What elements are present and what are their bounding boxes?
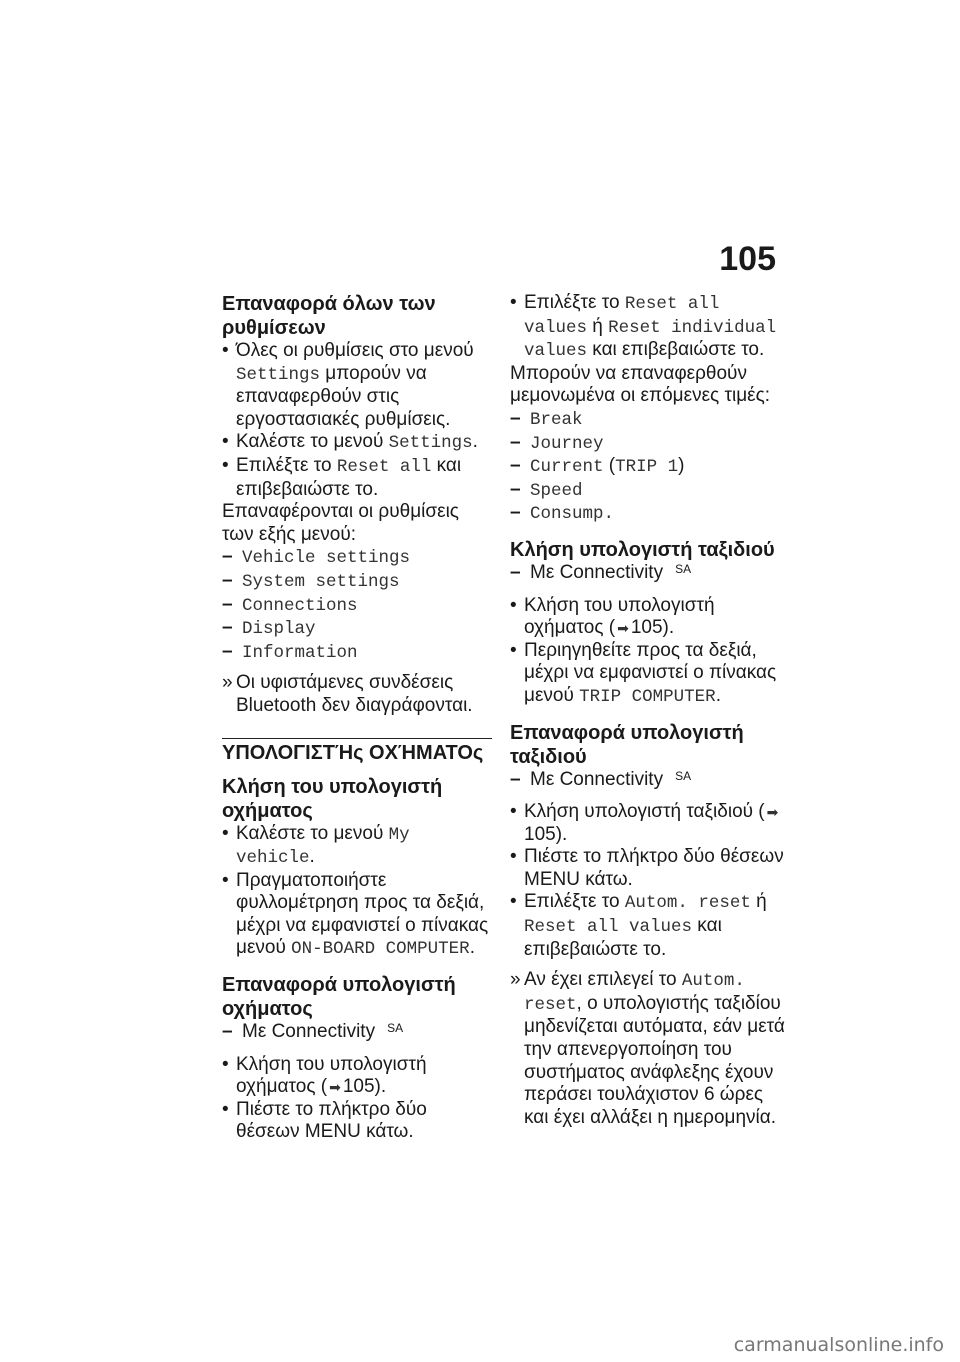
sa-line: – Με Connectivity $^{SA}$ <box>510 562 790 585</box>
bullet-call-vehicle-computer: • Κλήση του υπολογιστή οχήματος ( ➡ 105). <box>510 595 790 640</box>
bullet-call-computer: • Κλήση του υπολογιστή οχήματος ( ➡ 105). <box>222 1054 494 1099</box>
list-item: – Break <box>510 408 790 432</box>
heading-reset-all: Επαναφορά όλων των ρυθμίσεων <box>222 293 436 339</box>
list-item: – Journey <box>510 432 790 456</box>
reset-menus-intro: Επαναφέρονται οι ρυθμίσεις των εξής μενού: <box>222 501 459 545</box>
heading-reset-vehicle-computer: Επαναφορά υπολογιστή οχήματος <box>222 974 456 1021</box>
heading-call-trip-computer: Κλήση υπολογιστή ταξιδιού <box>510 538 775 561</box>
result-autom-reset: » Αν έχει επιλεγεί το Autom. reset, ο υπολογιστής ταξιδίου μηδενίζεται αυτόματα, εάν μετά την απενεργοποίηση του συστήματος ανάφλεξης έχουν περάσει τουλάχιστον 6 ώρες και έχει αλλάξει η ημερομηνία. <box>510 969 790 1129</box>
heading-call-vehicle-computer: Κλήση του υπολογιστή οχήματος <box>222 775 443 822</box>
bullet-call-trip-computer: • Κλήση υπολογιστή ταξιδιού ( ➡105). <box>510 801 790 846</box>
bullet-select-reset-values: • Επιλέξτε το Reset all values ή Reset individual values και επιβεβαιώστε το. <box>510 292 790 363</box>
list-item: – Current (TRIP 1) <box>510 455 790 479</box>
watermark-footer: carmanualsonline.info <box>733 1334 944 1356</box>
bullet-navigate-right: • Περιηγηθείτε προς τα δεξιά, μέχρι να εμφανιστεί ο πίνακας μενού TRIP COMPUTER. <box>510 640 790 709</box>
bullet-settings-info: • Όλες οι ρυθμίσεις στο μενού Settings μπορούν να επαναφερθούν στις εργοστασιακές ρυθμίσεις. <box>222 340 494 431</box>
chapter-title: ΥΠΟΛΟΓΙΣΤΉς ΟΧΉΜΑΤΟς <box>222 738 492 765</box>
left-column <box>222 292 494 1144</box>
sa-line: – Με Connectivity $^{SA}$ <box>510 769 790 792</box>
heading-reset-trip-computer: Επαναφορά υπολογιστή ταξιδιού <box>510 721 744 768</box>
result-bluetooth: » Οι υφιστάμενες συνδέσεις Bluetooth δεν διαγράφονται. <box>222 672 494 717</box>
page-ref-arrow-icon: ➡ <box>766 804 779 821</box>
values-intro: Μπορούν να επαναφερθούν μεμονωμένα οι επόμενες τιμές: <box>510 362 771 407</box>
bullet-scroll-right: • Πραγματοποιήστε φυλλομέτρηση προς τα δεξιά, μέχρι να εμφανιστεί ο πίνακας μενού ON-BOARD COMPUTER. <box>222 870 494 961</box>
list-item: – Vehicle settings <box>222 546 494 570</box>
page-number: 105 <box>719 240 776 278</box>
bullet-press-menu: • Πιέστε το πλήκτρο δύο θέσεων MENU κάτω. <box>510 846 790 891</box>
right-column <box>510 292 790 1129</box>
bullet-select-reset-all: • Επιλέξτε το Reset all και επιβεβαιώστε το. <box>222 455 494 501</box>
bullet-press-menu: • Πιέστε το πλήκτρο δύο θέσεων MENU κάτω. <box>222 1099 494 1144</box>
list-item: – Display <box>222 617 494 641</box>
bullet-call-settings: • Καλέστε το μενού Settings. <box>222 431 494 455</box>
bullet-call-my-vehicle: • Καλέστε το μενού My vehicle. <box>222 823 494 870</box>
page-ref-arrow-icon: ➡ <box>329 1079 341 1096</box>
list-item: – Speed <box>510 479 790 503</box>
list-item: – Connections <box>222 594 494 618</box>
list-item: – System settings <box>222 570 494 594</box>
sa-line: – Με Connectivity $^{SA}$ <box>222 1021 494 1044</box>
page-ref-arrow-icon: ➡ <box>617 620 629 637</box>
list-item: – Consump. <box>510 502 790 526</box>
bullet-select-autom-reset: • Επιλέξτε το Autom. reset ή Reset all values και επιβεβαιώστε το. <box>510 891 790 961</box>
list-item: – Information <box>222 641 494 665</box>
